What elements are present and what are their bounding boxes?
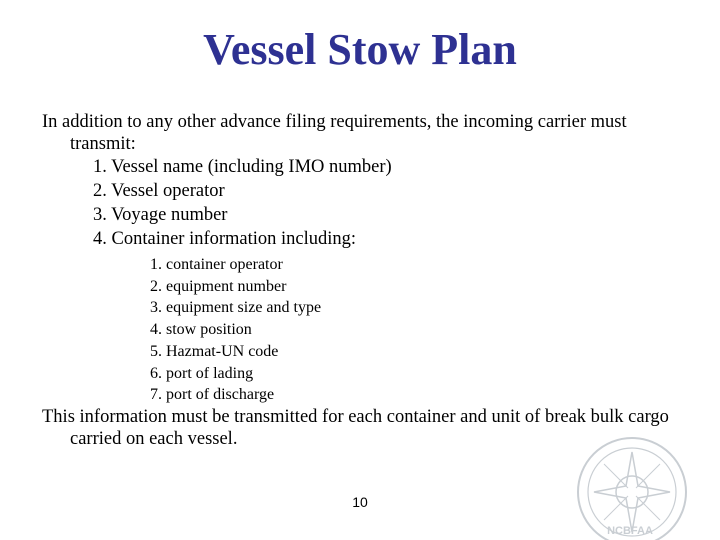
list-item: 4. Container information including: [93, 229, 357, 249]
sub-list-item: 4. stow position [150, 321, 252, 339]
sub-list-item: 2. equipment number [150, 277, 287, 295]
seal-text: NCBFAA [607, 525, 653, 537]
sub-list-item: 5. Hazmat-UN code [150, 342, 279, 360]
list-item: 2. Vessel operator [93, 181, 225, 201]
sub-list-item: 3. equipment size and type [150, 299, 322, 317]
main-list [93, 155, 692, 251]
list-item: 3. Voyage number [93, 205, 228, 225]
intro-paragraph: In addition to any other advance filing requirements, the incoming carrier must transmit: [42, 112, 627, 154]
closing-paragraph: This information must be transmitted for each container and unit of break bulk cargo carried on each vessel. [42, 406, 669, 449]
ncbfaa-seal-icon [566, 430, 694, 540]
page-number: 10 [352, 494, 368, 510]
sub-list-item: 1. container operator [150, 256, 283, 273]
list-item: 1. Vessel name (including IMO number) [93, 157, 392, 177]
sub-list-item: 7. port of discharge [150, 386, 275, 404]
container-info-list [150, 254, 692, 406]
sub-list-item: 6. port of lading [150, 364, 254, 382]
slide-title: Vessel Stow Plan [203, 25, 517, 74]
slide-body [42, 111, 692, 450]
